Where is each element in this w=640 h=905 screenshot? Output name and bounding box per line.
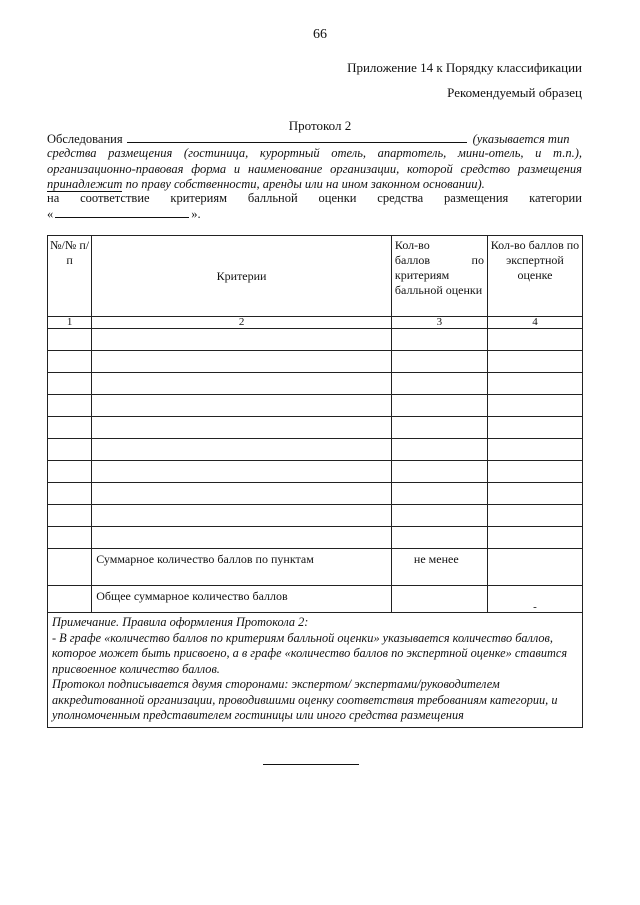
index-cell: 4 [487,317,582,329]
table-cell[interactable] [391,461,487,483]
description-underlined: принадлежит [47,177,123,191]
table-row [48,395,583,417]
table-cell[interactable] [487,527,582,549]
table-cell[interactable] [48,549,92,586]
table-cell[interactable] [92,483,392,505]
table-cell[interactable] [391,373,487,395]
header-points-line [395,253,484,268]
criteria-table [47,235,583,728]
quote-close: ». [191,207,201,221]
table-cell[interactable] [391,329,487,351]
document-title: Протокол 2 [288,118,352,133]
table-cell[interactable] [48,373,92,395]
header-points-expert: Кол-во баллов по экспертной оценке [487,236,582,317]
table-row [48,483,583,505]
table-row [48,351,583,373]
criteria-word: размещения [443,191,509,205]
index-cell: 1 [48,317,92,329]
table-cell[interactable] [92,395,392,417]
table-cell[interactable] [391,351,487,373]
table-row [48,373,583,395]
table-cell[interactable] [48,395,92,417]
table-cell[interactable] [391,395,487,417]
survey-line [47,131,582,147]
header-points-word: по [471,253,484,267]
sum-row [48,549,583,586]
table-cell[interactable] [487,417,582,439]
criteria-word: оценки [318,191,357,205]
table-cell[interactable] [92,461,392,483]
criteria-word: категории [529,191,582,205]
sample-label: Рекомендуемый образец [447,85,582,100]
total-row [48,586,583,613]
total-label: Общее суммарное количество баллов [92,586,392,613]
table-row [48,439,583,461]
sum-label: Суммарное количество баллов по пунктам [92,549,392,586]
category-line [47,206,201,222]
sum-min-value: не менее [391,549,487,586]
survey-description [47,146,582,193]
table-cell[interactable] [487,439,582,461]
page-number: 66 [313,27,327,42]
note-line-2: Протокол подписывается двумя сторонами: экспертом/ экспертами/руководителем аккредитованной организации, проводившими оценку соответствия требованиям категории, и уполномоченным представителем гостиницы или иного средства размещения [52,677,558,722]
criteria-word: средства [377,191,424,205]
header-points-criteria [391,236,487,317]
criteria-word: соответствие [80,191,150,205]
table-row [48,329,583,351]
table-cell[interactable] [391,527,487,549]
table-row [48,527,583,549]
table-cell[interactable] [92,351,392,373]
index-row [48,317,583,329]
table-cell[interactable] [391,417,487,439]
table-row [48,461,583,483]
header-points-word: баллов [394,253,431,267]
table-cell[interactable] [48,461,92,483]
table-cell[interactable] [487,373,582,395]
table-cell[interactable] [487,329,582,351]
survey-hint: (указывается тип [472,132,570,146]
table-cell[interactable] [92,505,392,527]
table-cell[interactable] [487,351,582,373]
table-cell[interactable] [48,351,92,373]
table-cell[interactable] [48,329,92,351]
quote-open: « [47,207,54,221]
table-cell[interactable] [391,483,487,505]
category-blank-field[interactable] [55,206,189,218]
criteria-word: балльной [247,191,298,205]
header-criteria: Критерии [92,236,392,317]
description-after: по праву собственности, аренды или на ином законном основании). [122,177,485,191]
table-cell[interactable] [92,439,392,461]
table-cell[interactable] [487,461,582,483]
table-cell[interactable] [487,395,582,417]
note-cell [48,613,583,728]
table-cell[interactable] [92,373,392,395]
header-points-rest: критериям балльной оценки [394,268,483,297]
table-cell[interactable] [92,527,392,549]
header-points-top: Кол-во [394,238,430,252]
table-cell[interactable] [391,439,487,461]
note-line-1: - В графе «количество баллов по критериям балльной оценки» указывается количество баллов, которое может быть присвоено, а в графе «количество баллов по экспертной оценке» ставится присвоенное количество баллов. [52,630,568,676]
table-cell[interactable] [391,586,487,613]
criteria-word: на [47,191,60,205]
table-cell[interactable] [48,505,92,527]
table-header-row [48,236,583,317]
survey-blank-field[interactable] [127,131,467,143]
table-cell[interactable] [48,439,92,461]
table-cell[interactable] [48,586,92,613]
criteria-word: критериям [170,191,228,205]
table-cell[interactable] [92,329,392,351]
appendix-reference: Приложение 14 к Порядку классификации [347,60,582,75]
table-cell[interactable] [48,483,92,505]
index-cell: 2 [92,317,392,329]
header-number: №/№ п/п [48,236,92,317]
table-cell[interactable] [487,505,582,527]
table-row [48,505,583,527]
criteria-line [47,191,582,206]
table-cell[interactable] [48,527,92,549]
note-row [48,613,583,728]
total-value: - [487,586,582,613]
table-cell[interactable] [92,417,392,439]
note-title: Примечание. Правила оформления Протокола 2: [52,615,309,629]
description-before: средства размещения (гостиница, курортный отель, апартотель, мини-отель, и т.п.), организационно-правовая форма и наименование организации, которой средство размещения [47,146,582,176]
table-cell[interactable] [391,505,487,527]
table-cell[interactable] [48,417,92,439]
bottom-divider [263,764,359,765]
table-cell[interactable] [487,549,582,586]
survey-prefix: Обследования [47,132,123,146]
index-cell: 3 [391,317,487,329]
table-cell[interactable] [487,483,582,505]
table-row [48,417,583,439]
